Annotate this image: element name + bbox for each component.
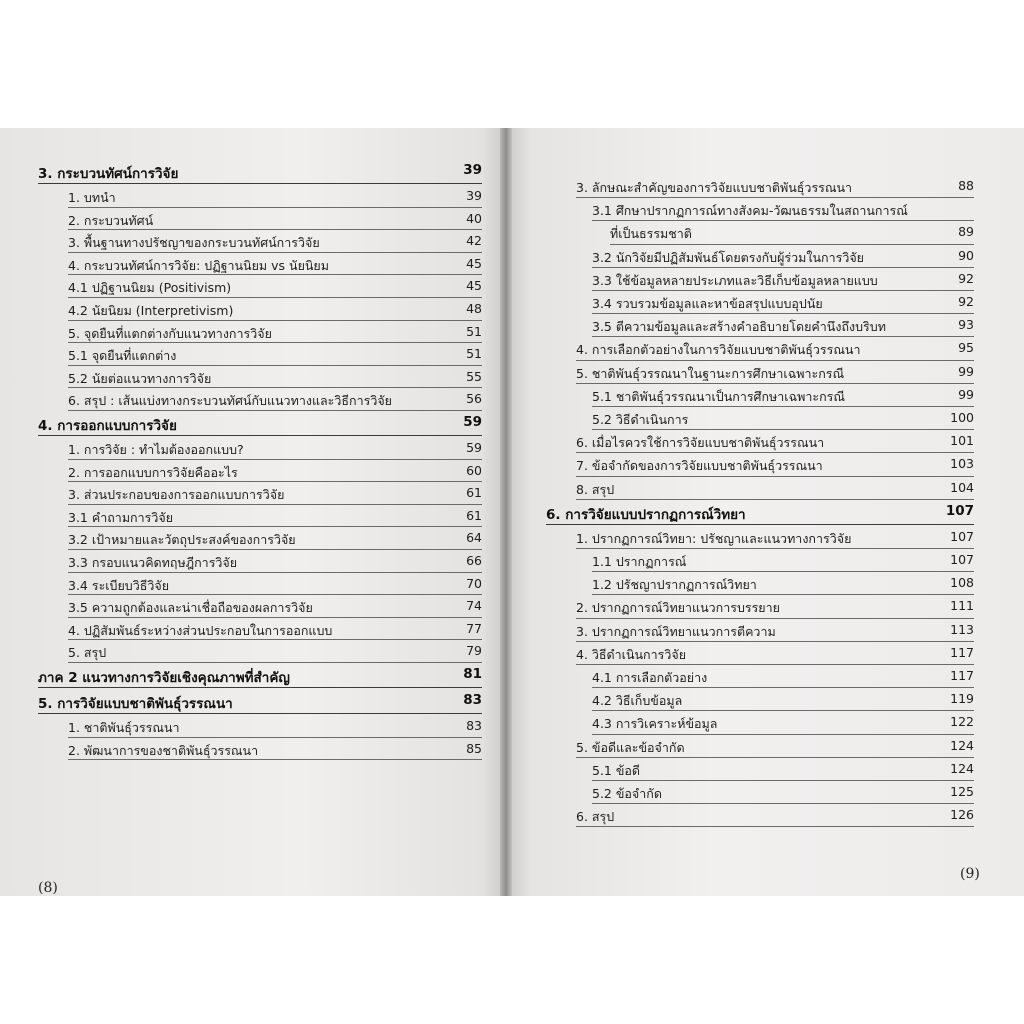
toc-entry-page: 56 [466, 391, 482, 407]
toc-entry-title: 4. วิธีดำเนินการวิจัย [576, 646, 687, 662]
toc-entry-title: 3.4 ระเบียบวิธีวิจัย [68, 577, 170, 593]
toc-entry-title: 1.1 ปรากฏการณ์ [592, 554, 687, 569]
toc-entry-page: 45 [466, 255, 482, 271]
entry-underline [68, 617, 482, 618]
toc-entry [0, 741, 502, 761]
toc-entry-title: 6. การวิจัยแบบปรากฏการณ์วิทยา [546, 506, 746, 523]
toc-entry-title: 4.1 ปฏิฐานนิยม (Positivism) [68, 280, 232, 296]
toc-entry-title: 6. สรุป : เส้นแบ่งทางกระบวนทัศน์กับแนวทางและวิธีการวิจัย [68, 393, 392, 409]
toc-entry-page: 117 [950, 668, 974, 683]
toc-entry-page: 64 [466, 530, 482, 546]
toc-entry [510, 645, 1024, 665]
toc-entry [0, 508, 502, 528]
toc-entry-title: 3. ส่วนประกอบของการออกแบบการวิจัย [68, 487, 285, 503]
entry-underline [592, 780, 974, 781]
toc-entry [510, 364, 1024, 384]
entry-underline [576, 197, 974, 198]
toc-entry-page: 119 [950, 691, 974, 707]
entry-underline [68, 737, 482, 738]
toc-entry-page: 107 [950, 528, 974, 544]
toc-entry [0, 369, 502, 389]
toc-entry-title: 3.5 ตีความข้อมูลและสร้างคำอธิบายโดยคำนึงถึงบริบท [592, 319, 886, 335]
toc-entry [510, 178, 1024, 198]
toc-entry-title: 5.1 ข้อดี [592, 762, 641, 778]
toc-entry-page: 125 [950, 784, 974, 799]
toc-entry-title: 3. กระบวนทัศน์การวิจัย [38, 166, 179, 182]
toc-entry-page: 93 [958, 317, 974, 333]
toc-chapter-heading [510, 503, 1024, 523]
toc-entry-title: 5. จุดยืนที่แตกต่างกับแนวทางการวิจัย [68, 325, 272, 341]
toc-entry [0, 440, 502, 460]
toc-entry-page: 74 [466, 598, 482, 614]
toc-entry-page: 117 [950, 644, 974, 660]
toc-entry [510, 575, 1024, 595]
toc-entry-title: 4.1 การเลือกตัวอย่าง [592, 670, 708, 685]
toc-entry-page: 48 [466, 301, 482, 316]
toc-entry-page: 39 [463, 162, 482, 178]
entry-underline [68, 526, 482, 527]
toc-entry-title: 1. บทนำ [68, 190, 116, 205]
toc-entry-page: 126 [950, 807, 974, 823]
toc-entry [510, 271, 1024, 291]
entry-underline [68, 274, 482, 275]
entry-underline [68, 252, 482, 253]
toc-entry-title: 7. ข้อจำกัดของการวิจัยแบบชาติพันธุ์วรรณนา [576, 458, 823, 474]
toc-entry-page: 100 [950, 410, 974, 425]
toc-entry-title: 3. ลักษณะสำคัญของการวิจัยแบบชาติพันธุ์วรรณนา [576, 180, 853, 195]
toc-entry-title: 5. สรุป [68, 645, 107, 661]
toc-entry-page: 51 [466, 323, 482, 339]
toc-entry-page: 70 [466, 575, 482, 591]
toc-entry-page: 124 [950, 737, 974, 753]
toc-chapter-heading [0, 692, 502, 712]
toc-entry-title: 3.3 กรอบแนวคิดทฤษฎีการวิจัย [68, 555, 238, 570]
entry-underline [68, 207, 482, 208]
toc-entry [0, 278, 502, 298]
toc-entry-title: 3. พื้นฐานทางปรัชญาของกระบวนทัศน์การวิจัย [68, 235, 320, 251]
toc-entry [510, 529, 1024, 549]
toc-entry-title: 3. ปรากฏการณ์วิทยาแนวการตีความ [576, 623, 776, 639]
toc-entry [510, 480, 1024, 500]
toc-entry [510, 433, 1024, 453]
entry-underline [68, 410, 482, 411]
toc-entry-page: 79 [466, 643, 482, 659]
entry-underline [576, 360, 974, 361]
toc-entry [510, 224, 1024, 244]
toc-entry-title: 4.3 การวิเคราะห์ข้อมูล [592, 716, 718, 732]
toc-entry-title: 5. ข้อดีและข้อจำกัด [576, 739, 685, 755]
toc-entry-page: 51 [466, 346, 482, 362]
toc-entry-page: 113 [950, 621, 974, 637]
toc-entry [510, 691, 1024, 711]
toc-entry-title: 4.2 วิธีเก็บข้อมูล [592, 693, 683, 709]
entry-underline [592, 267, 974, 268]
entry-underline [592, 406, 974, 407]
entry-underline [592, 220, 974, 221]
entry-underline [592, 594, 974, 595]
toc-entry-page: 104 [950, 479, 974, 495]
toc-entry [510, 552, 1024, 572]
toc-entry-title: 5. การวิจัยแบบชาติพันธุ์วรรณนา [38, 696, 233, 712]
toc-entry-page: 99 [958, 363, 974, 379]
toc-entry-page: 59 [463, 414, 482, 430]
toc-entry [0, 553, 502, 573]
toc-entry [510, 784, 1024, 804]
entry-underline [592, 687, 974, 688]
entry-underline [68, 297, 482, 298]
entry-underline [610, 244, 974, 245]
toc-entry-page: 66 [466, 553, 482, 568]
toc-entry-page: 81 [463, 666, 482, 682]
entry-underline [592, 734, 974, 735]
entry-underline [68, 504, 482, 505]
toc-entry [510, 668, 1024, 688]
heading-rule [38, 183, 482, 184]
entry-underline [68, 481, 482, 482]
toc-entry-page: 59 [466, 440, 482, 455]
toc-entry-page: 99 [958, 386, 974, 402]
toc-entry-title: 3.5 ความถูกต้องและน่าเชื่อถือของผลการวิจัย [68, 600, 313, 616]
toc-entry-page: 90 [958, 247, 974, 263]
toc-entry [0, 718, 502, 738]
toc-entry [0, 188, 502, 208]
page-number-right: (9) [960, 866, 980, 882]
page-number-left: (8) [38, 880, 58, 896]
toc-entry-title: 1.2 ปรัชญาปรากฏการณ์วิทยา [592, 577, 757, 593]
toc-entry-page: 92 [958, 270, 974, 286]
toc-entry [510, 622, 1024, 642]
toc-entry [510, 248, 1024, 268]
toc-entry-page: 107 [950, 552, 974, 567]
toc-entry-page: 61 [466, 507, 482, 523]
toc-entry [510, 807, 1024, 827]
toc-entry-page: 111 [950, 598, 974, 614]
toc-entry-title: 4. ปฏิสัมพันธ์ระหว่างส่วนประกอบในการออกแบบ [68, 622, 333, 638]
entry-underline [576, 548, 974, 549]
toc-entry-title: 3.2 เป้าหมายและวัตถุประสงค์ของการวิจัย [68, 532, 296, 548]
toc-entry-page: 103 [950, 456, 974, 472]
heading-rule [546, 524, 974, 525]
toc-entry-title: 6. เมื่อไรควรใช้การวิจัยแบบชาติพันธุ์วรรณนา [576, 435, 825, 451]
entry-underline [576, 499, 974, 500]
toc-entry [510, 456, 1024, 476]
toc-chapter-heading [0, 666, 502, 686]
toc-entry-page: 108 [950, 575, 974, 591]
toc-entry-title: 3.1 คำถามการวิจัย [68, 509, 174, 525]
heading-rule [38, 713, 482, 714]
toc-entry-title: 2. พัฒนาการของชาติพันธุ์วรรณนา [68, 742, 259, 758]
toc-entry [0, 324, 502, 344]
entry-underline [68, 662, 482, 663]
toc-entry-page: 39 [466, 188, 482, 203]
toc-entry-title: 5.1 ชาติพันธุ์วรรณนาเป็นการศึกษาเฉพาะกรณี [592, 388, 845, 404]
toc-entry-page: 101 [950, 433, 974, 449]
toc-entry [510, 761, 1024, 781]
toc-entry-page: 89 [958, 224, 974, 240]
toc-entry-title: 2. การออกแบบการวิจัยคืออะไร [68, 464, 238, 480]
entry-underline [576, 618, 974, 619]
entry-underline [576, 452, 974, 453]
entry-underline [592, 313, 974, 314]
toc-entry-title: 5.2 ข้อจำกัด [592, 786, 662, 801]
toc-entry [0, 301, 502, 321]
toc-entry-title: 2. ปรากฏการณ์วิทยาแนวการบรรยาย [576, 600, 780, 616]
toc-entry [510, 201, 1024, 221]
entry-underline [576, 757, 974, 758]
toc-entry-title: ที่เป็นธรรมชาติ [610, 226, 692, 242]
toc-entry-page: 40 [466, 210, 482, 226]
toc-entry-page: 45 [466, 278, 482, 294]
open-book [0, 128, 1024, 896]
entry-underline [592, 803, 974, 804]
toc-entry-page: 88 [958, 178, 974, 193]
toc-entry-title: 1. การวิจัย : ทำไมต้องออกแบบ? [68, 442, 244, 457]
entry-underline [576, 476, 974, 477]
book-gutter [500, 128, 512, 896]
entry-underline [68, 549, 482, 550]
entry-underline [576, 641, 974, 642]
entry-underline [68, 759, 482, 760]
toc-entry-title: 3.4 รวบรวมข้อมูลและหาข้อสรุปแบบอุปนัย [592, 296, 823, 311]
heading-rule [38, 687, 482, 688]
entry-underline [68, 639, 482, 640]
entry-underline [576, 826, 974, 827]
heading-rule [38, 435, 482, 436]
toc-entry-page: 95 [958, 340, 974, 356]
toc-entry-title: 8. สรุป [576, 481, 615, 497]
toc-entry-page: 61 [466, 485, 482, 501]
toc-entry [0, 530, 502, 550]
toc-entry [0, 643, 502, 663]
toc-entry-title: 3.1 ศึกษาปรากฏการณ์ทางสังคม-วัฒนธรรมในสถานการณ์ [592, 203, 908, 219]
toc-chapter-heading [0, 414, 502, 434]
toc-entry [0, 576, 502, 596]
toc-entry [510, 387, 1024, 407]
toc-entry [0, 346, 502, 366]
left-page [0, 128, 502, 896]
entry-underline [68, 459, 482, 460]
entry-underline [68, 342, 482, 343]
toc-entry-title: 3.3 ใช้ข้อมูลหลายประเภทและวิธีเก็บข้อมูลหลายแบบ [592, 272, 878, 288]
toc-entry-page: 83 [463, 692, 482, 708]
toc-entry-page: 124 [950, 760, 974, 776]
entry-underline [592, 710, 974, 711]
toc-entry [0, 463, 502, 483]
toc-entry-page: 85 [466, 740, 482, 756]
toc-entry-page: 122 [950, 714, 974, 730]
toc-entry [510, 738, 1024, 758]
toc-entry [510, 410, 1024, 430]
entry-underline [592, 429, 974, 430]
toc-entry-title: 5.2 วิธีดำเนินการ [592, 412, 689, 427]
toc-entry-title: 4. กระบวนทัศน์การวิจัย: ปฏิฐานนิยม vs นัยนิยม [68, 257, 329, 273]
toc-entry [0, 485, 502, 505]
toc-entry-page: 42 [466, 233, 482, 249]
entry-underline [68, 320, 482, 321]
toc-entry [0, 621, 502, 641]
toc-entry-page: 60 [466, 462, 482, 478]
toc-entry-title: 5.1 จุดยืนที่แตกต่าง [68, 348, 177, 364]
toc-entry [0, 391, 502, 411]
toc-entry-title: 5. ชาติพันธุ์วรรณนาในฐานะการศึกษาเฉพาะกรณี [576, 365, 845, 381]
toc-entry-title: 4. การเลือกตัวอย่างในการวิจัยแบบชาติพันธุ์วรรณนา [576, 342, 861, 358]
entry-underline [68, 594, 482, 595]
toc-entry-title: 1. ปรากฏการณ์วิทยา: ปรัชญาและแนวทางการวิจัย [576, 530, 852, 546]
entry-underline [68, 572, 482, 573]
toc-entry-page: 77 [466, 620, 482, 636]
entry-underline [576, 664, 974, 665]
entry-underline [592, 571, 974, 572]
toc-entry-title: 1. ชาติพันธุ์วรรณนา [68, 720, 180, 735]
toc-entry [0, 233, 502, 253]
right-page [510, 128, 1024, 896]
toc-entry [0, 211, 502, 231]
toc-entry [510, 294, 1024, 314]
toc-entry [510, 714, 1024, 734]
toc-entry-page: 55 [466, 368, 482, 384]
entry-underline [576, 383, 974, 384]
toc-entry [0, 598, 502, 618]
toc-entry-title: ภาค 2 แนวทางการวิจัยเชิงคุณภาพที่สำคัญ [38, 670, 290, 686]
toc-entry-title: 4.2 นัยนิยม (Interpretivism) [68, 303, 234, 318]
toc-entry-title: 4. การออกแบบการวิจัย [38, 418, 177, 434]
toc-entry [510, 598, 1024, 618]
toc-chapter-heading [0, 162, 502, 182]
toc-entry [0, 256, 502, 276]
entry-underline [68, 365, 482, 366]
toc-entry-page: 83 [466, 718, 482, 733]
toc-entry-title: 2. กระบวนทัศน์ [68, 212, 154, 228]
entry-underline [592, 336, 974, 337]
toc-entry-title: 6. สรุป [576, 809, 615, 825]
entry-underline [592, 290, 974, 291]
toc-entry-page: 107 [945, 502, 974, 519]
toc-entry [510, 340, 1024, 360]
toc-entry-page: 92 [958, 294, 974, 309]
entry-underline [68, 229, 482, 230]
toc-entry-title: 3.2 นักวิจัยมีปฏิสัมพันธ์โดยตรงกับผู้ร่วมในการวิจัย [592, 249, 864, 265]
toc-entry [510, 317, 1024, 337]
toc-entry-title: 5.2 นัยต่อแนวทางการวิจัย [68, 370, 212, 386]
entry-underline [68, 387, 482, 388]
